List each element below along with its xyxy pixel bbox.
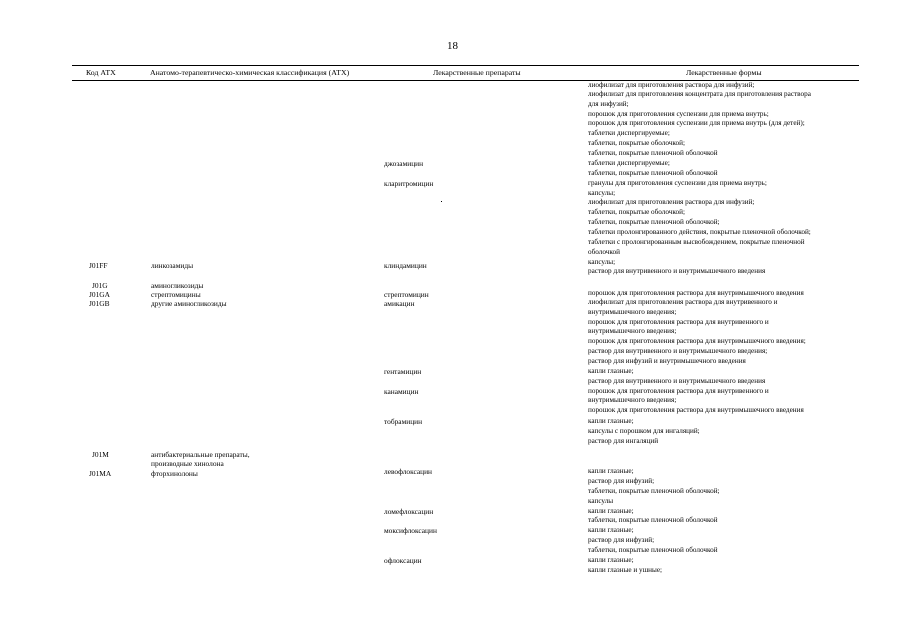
atx-code: J01GB xyxy=(89,299,110,308)
dosage-form: внутримышечного введения; xyxy=(588,396,677,404)
drug-name: моксифлоксацин xyxy=(384,526,437,535)
dosage-form: капли глазные; xyxy=(588,467,634,475)
dosage-form: капсулы; xyxy=(588,258,616,266)
dosage-form: лиофилизат для приготовления концентрата для приготовления раствора xyxy=(588,90,811,98)
drug-name: амикацин xyxy=(384,299,415,308)
dosage-form: для инфузий; xyxy=(588,100,629,108)
dosage-form: таблетки, покрытые оболочкой; xyxy=(588,139,685,147)
atx-class: стрептомицины xyxy=(151,290,201,299)
page-number: 18 xyxy=(447,40,458,52)
dosage-form: капсулы с порошком для ингаляций; xyxy=(588,427,700,435)
atx-class: производные хинолона xyxy=(151,459,224,468)
atx-code: J01FF xyxy=(89,261,108,270)
dosage-form: капли глазные; xyxy=(588,556,634,564)
table-top-rule xyxy=(72,65,859,66)
drug-name: тобрамицин xyxy=(384,417,423,426)
dosage-form: таблетки диспергируемые; xyxy=(588,159,670,167)
dosage-form: таблетки диспергируемые; xyxy=(588,129,670,137)
dosage-form: таблетки, покрытые пленочной оболочкой; xyxy=(588,218,720,226)
dosage-form: внутримышечного введения; xyxy=(588,308,677,316)
dosage-form: порошок для приготовления раствора для внутримышечного введения xyxy=(588,406,804,414)
drug-name: кларитромицин xyxy=(384,179,434,188)
dosage-form: гранулы для приготовления суспензии для приема внутрь; xyxy=(588,179,767,187)
dosage-form: таблетки, покрытые пленочной оболочкой xyxy=(588,169,718,177)
dosage-form: таблетки, покрытые пленочной оболочкой; xyxy=(588,487,720,495)
dosage-form: порошок для приготовления раствора для внутривенного и xyxy=(588,318,769,326)
atx-class: линкозамиды xyxy=(151,261,194,270)
dosage-form: раствор для ингаляций xyxy=(588,437,659,445)
dosage-form: порошок для приготовления раствора для внутривенного и xyxy=(588,387,769,395)
dosage-form: таблетки, покрытые пленочной оболочкой xyxy=(588,516,718,524)
dosage-form: внутримышечного введения; xyxy=(588,327,677,335)
speck-mark xyxy=(441,201,442,202)
dosage-form: таблетки, покрытые пленочной оболочкой xyxy=(588,546,718,554)
dosage-form: раствор для инфузий; xyxy=(588,536,655,544)
dosage-form: порошок для приготовления суспензии для приема внутрь (для детей); xyxy=(588,119,805,127)
drug-name: канамицин xyxy=(384,387,419,396)
header-forms: Лекарственные формы xyxy=(686,68,762,77)
header-classification: Анатомо-терапевтическо-химическая классификация (АТХ) xyxy=(150,68,350,77)
atx-code: J01M xyxy=(92,450,109,459)
dosage-form: лиофилизат для приготовления раствора для инфузий; xyxy=(588,81,755,89)
drug-name: джозамицин xyxy=(384,159,424,168)
atx-class: фторхинолоны xyxy=(151,469,198,478)
drug-name: ломефлоксацин xyxy=(384,507,434,516)
dosage-form: лиофилизат для приготовления раствора для инфузий; xyxy=(588,198,755,206)
dosage-form: таблетки, покрытые оболочкой; xyxy=(588,208,685,216)
dosage-form: оболочкой xyxy=(588,248,620,256)
dosage-form: капли глазные; xyxy=(588,526,634,534)
header-code: Код АТХ xyxy=(86,68,116,77)
drug-name: гентамицин xyxy=(384,367,422,376)
dosage-form: капсулы xyxy=(588,497,614,505)
dosage-form: капли глазные; xyxy=(588,367,634,375)
dosage-form: порошок для приготовления раствора для внутримышечного введения; xyxy=(588,337,806,345)
atx-code: J01G xyxy=(92,281,108,290)
drug-name: клиндамицин xyxy=(384,261,427,270)
atx-code: J01MA xyxy=(89,469,112,478)
atx-code: J01GA xyxy=(89,290,110,299)
dosage-form: капли глазные; xyxy=(588,417,634,425)
dosage-form: раствор для инфузий; xyxy=(588,477,655,485)
header-drugs: Лекарственные препараты xyxy=(433,68,521,77)
atx-class: аминогликозиды xyxy=(151,281,204,290)
dosage-form: раствор для внутривенного и внутримышечного введения; xyxy=(588,347,768,355)
dosage-form: таблетки с пролонгированным высвобождением, покрытые пленочной xyxy=(588,238,805,246)
dosage-form: капсулы; xyxy=(588,189,616,197)
dosage-form: раствор для инфузий и внутримышечного введения xyxy=(588,357,746,365)
dosage-form: порошок для приготовления раствора для внутримышечного введения xyxy=(588,289,804,297)
drug-name: офлоксацин xyxy=(384,556,422,565)
dosage-form: раствор для внутривенного и внутримышечного введения xyxy=(588,267,766,275)
drug-name: стрептомицин xyxy=(384,290,429,299)
dosage-form: таблетки, покрытые пленочной оболочкой xyxy=(588,149,718,157)
atx-class: другие аминогликозиды xyxy=(151,299,227,308)
dosage-form: раствор для внутривенного и внутримышечного введения xyxy=(588,377,766,385)
dosage-form: лиофилизат для приготовления раствора для внутривенного и xyxy=(588,298,778,306)
dosage-form: порошок для приготовления суспензии для приема внутрь; xyxy=(588,110,769,118)
atx-class: антибактериальные препараты, xyxy=(151,450,250,459)
dosage-form: капли глазные и ушные; xyxy=(588,566,663,574)
dosage-form: таблетки пролонгированного действия, покрытые пленочной оболочкой; xyxy=(588,228,811,236)
dosage-form: капли глазные; xyxy=(588,507,634,515)
drug-name: левофлоксацин xyxy=(384,467,433,476)
